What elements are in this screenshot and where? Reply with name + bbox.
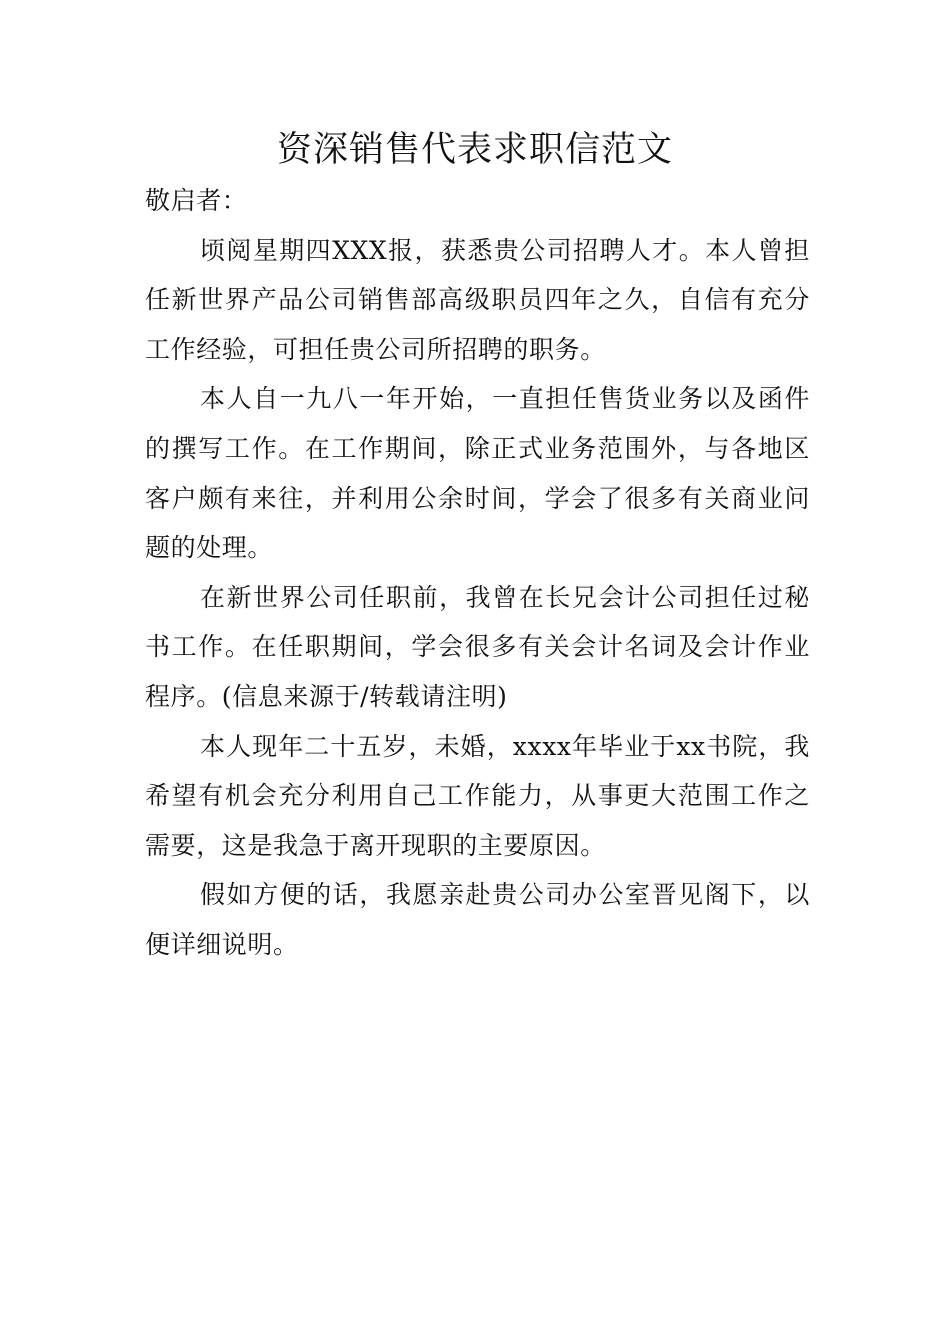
paragraph-5: 假如方便的话，我愿亲赴贵公司办公室晋见阁下，以便详细说明。 bbox=[145, 880, 810, 959]
document-title: 资深销售代表求职信范文 bbox=[276, 130, 673, 170]
paragraph-4: 本人现年二十五岁，未婚，xxxx年毕业于xx书院，我希望有机会充分利用自己工作能力，从事更大范围工作之需要，这是我急于离开现职的主要原因。 bbox=[145, 731, 810, 860]
paragraph-3: 在新世界公司任职前，我曾在长兄会计公司担任过秘书工作。在任职期间，学会很多有关会计名词及会计作业程序。(信息来源于/转载请注明) bbox=[145, 582, 810, 711]
salutation: 敬启者： bbox=[145, 186, 248, 215]
paragraph-1: 顷阅星期四XXX报，获悉贵公司招聘人才。本人曾担任新世界产品公司销售部高级职员四年之久，自信有充分工作经验，可担任贵公司所招聘的职务。 bbox=[145, 235, 810, 364]
paragraph-2: 本人自一九八一年开始，一直担任售货业务以及函件的撰写工作。在工作期间，除正式业务范围外，与各地区客户颇有来往，并利用公余时间，学会了很多有关商业问题的处理。 bbox=[145, 384, 810, 563]
letter-body bbox=[145, 176, 810, 970]
